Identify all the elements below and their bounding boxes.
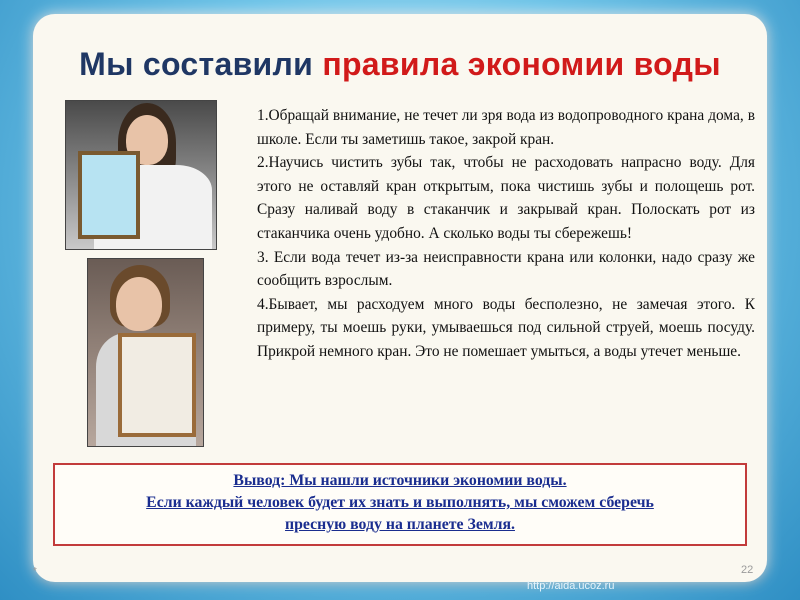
face (116, 277, 162, 331)
rule-1: 1.Обращай внимание, не течет ли зря вода из водопроводного крана дома, в школе. Если ты заметишь такое, закрой кран. (257, 107, 755, 148)
title-highlight: правила экономии воды (322, 46, 721, 82)
slide-title (0, 46, 800, 83)
conclusion-line-2: Если каждый человек будет их знать и выполнять, мы сможем сберечь (146, 494, 654, 511)
handwritten-sign (118, 333, 196, 437)
rules-text (257, 104, 755, 364)
rule-3: 3. Если вода течет из-за неисправности крана или колонки, надо сразу же сообщить взрослым. (257, 248, 755, 290)
handwritten-sign (78, 151, 140, 239)
rule-2: 2.Научись чистить зубы так, чтобы не расходовать напрасно воду. Для этого не оставляй кран открытым, пока чистишь зубы и полощешь рот. Сразу наливай воду в стаканчик и закрывай кран. Полоскать рот из стаканчика очень удобно. А сколько воды ты сбережешь! (257, 154, 755, 242)
title-part1: Мы составили (79, 46, 323, 82)
conclusion-box (53, 463, 747, 546)
photo-girl-light-sign (87, 258, 204, 447)
photo-girl-blue-sign (65, 100, 217, 250)
rule-4: 4.Бывает, мы расходуем много воды бесполезно, не замечая этого. К примеру, ты моешь руки, умываешься под сильной струей, моешь посуду. Прикрой немного кран. Это не помешает умыться, а воды утечет меньше. (257, 295, 755, 360)
footer-mark: * (33, 566, 37, 577)
watermark-url: http://aida.ucoz.ru (527, 580, 615, 592)
conclusion-line-3: пресную воду на планете Земля. (285, 516, 515, 533)
conclusion-line-1: Вывод: Мы нашли источники экономии воды. (233, 472, 567, 489)
slide-number: 22 (741, 564, 754, 576)
